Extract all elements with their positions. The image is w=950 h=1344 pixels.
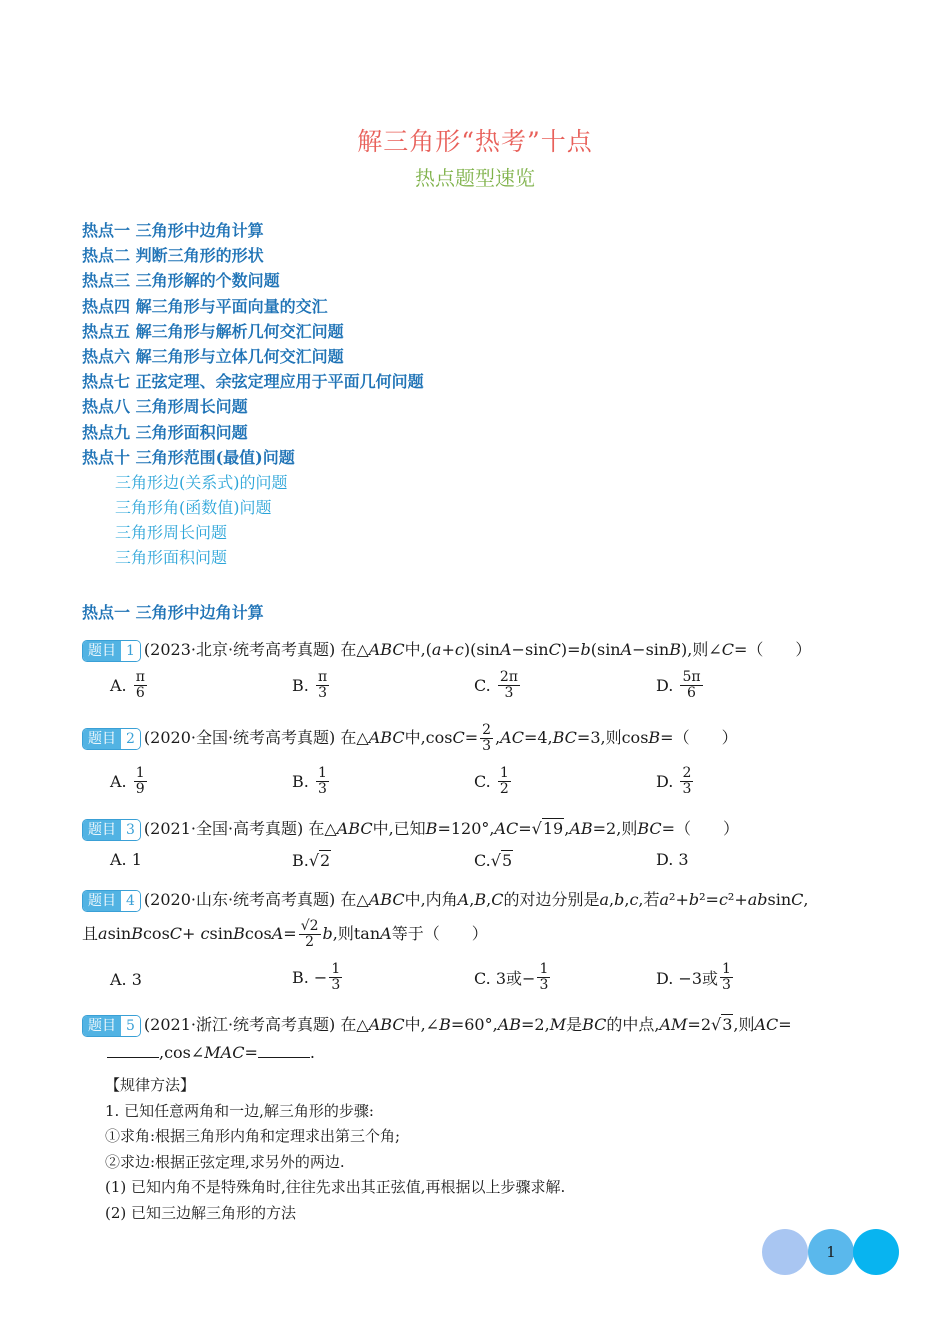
question-5-line-2: ,cos∠MAC= . [107, 1042, 315, 1064]
question-3: 题目 3 (2021·全国·高考真题) 在△ABC中,已知B=120°,AC=√19,AB=2,则BC=（ ） [82, 818, 739, 841]
option-a[interactable]: A. 1 [110, 850, 142, 869]
question-4: 题目 4 (2020·山东·统考高考真题) 在△ABC中,内角A,B,C的对边分别是a,b,c,若a²+b²=c²+absinC, [82, 889, 809, 912]
option-d[interactable]: D. −3或 $\frac{1}{3}$ [656, 961, 731, 993]
toc-subitem[interactable]: 三角形周长问题 [115, 523, 228, 543]
option-c[interactable]: C. $\frac{2\pi}{3}$ [474, 669, 518, 701]
option-b[interactable]: B. $\frac{\pi}{3}$ [292, 669, 328, 701]
answer-blank[interactable] [258, 1043, 310, 1058]
toc-item[interactable]: 热点二 判断三角形的形状 [82, 246, 264, 266]
question-4-line-2: 且asinBcosC+ csinBcosA= $\frac{√2}{2}$ b,则tanA等于（ ） [82, 918, 488, 950]
toc-subitem[interactable]: 三角形角(函数值)问题 [115, 498, 272, 518]
toc-item[interactable]: 热点八 三角形周长问题 [82, 397, 248, 417]
page-number: 1 [808, 1229, 854, 1275]
option-c[interactable]: C. $\frac{1}{2}$ [474, 765, 509, 797]
page-decoration-circle [762, 1229, 808, 1275]
question-1: 题目 1 (2023·北京·统考高考真题) 在△ABC中,(a+c)(sinA−sinC)=b(sinA−sinB),则∠C=（ ） [82, 639, 811, 662]
document-title: 解三角形“热考”十点 [357, 127, 593, 156]
option-a[interactable]: A. $\frac{1}{9}$ [110, 765, 145, 797]
table-of-contents [82, 218, 424, 571]
question-badge: 题目 1 [82, 640, 141, 662]
question-badge: 题目 5 [82, 1015, 141, 1037]
question-source: (2020·山东·统考高考真题) [143, 890, 336, 909]
toc-item[interactable]: 热点七 正弦定理、余弦定理应用于平面几何问题 [82, 372, 424, 392]
option-a[interactable]: A. 3 [110, 970, 142, 989]
question-2: 题目 2 (2020·全国·统考高考真题) 在△ABC中,cosC= $\frac{2}{3}$ ,AC=4,BC=3,则cosB=（ ） [82, 722, 738, 754]
option-b[interactable]: B. $\frac{1}{3}$ [292, 765, 327, 797]
toc-subitem[interactable]: 三角形面积问题 [115, 548, 228, 568]
question-source: (2020·全国·统考高考真题) [143, 728, 336, 747]
option-d[interactable]: D. $\frac{2}{3}$ [656, 765, 692, 797]
option-d[interactable]: D. $\frac{5\pi}{6}$ [656, 669, 701, 701]
method-heading: 【规律方法】 [105, 1076, 196, 1094]
method-line: ②求边:根据正弦定理,求另外的两边. [105, 1152, 345, 1171]
option-b[interactable]: B. − $\frac{1}{3}$ [292, 961, 341, 993]
option-a[interactable]: A. $\frac{\pi}{6}$ [110, 669, 145, 701]
toc-item[interactable]: 热点三 三角形解的个数问题 [82, 271, 280, 291]
option-d[interactable]: D. 3 [656, 850, 689, 869]
question-badge: 题目 3 [82, 819, 141, 841]
question-badge: 题目 2 [82, 728, 141, 750]
method-section [105, 1073, 565, 1226]
method-line: 1. 已知任意两角和一边,解三角形的步骤: [105, 1101, 374, 1120]
section-heading: 热点一 三角形中边角计算 [82, 603, 264, 622]
toc-item[interactable]: 热点五 解三角形与解析几何交汇问题 [82, 321, 344, 341]
question-badge: 题目 4 [82, 890, 141, 912]
document-subtitle: 热点题型速览 [415, 166, 535, 190]
question-5: 题目 5 (2021·浙江·统考高考真题) 在△ABC中,∠B=60°,AB=2,M是BC的中点,AM=2√3,则AC= [82, 1014, 792, 1037]
answer-blank[interactable] [107, 1043, 159, 1058]
question-source: (2023·北京·统考高考真题) [143, 640, 336, 659]
toc-item[interactable]: 热点一 三角形中边角计算 [82, 221, 264, 240]
toc-item[interactable]: 热点六 解三角形与立体几何交汇问题 [82, 346, 344, 366]
option-c[interactable]: C. 3或− $\frac{1}{3}$ [474, 961, 549, 993]
page-decoration-circle [853, 1229, 899, 1275]
method-line: (2) 已知三边解三角形的方法 [105, 1203, 297, 1222]
method-line: (1) 已知内角不是特殊角时,往往先求出其正弦值,再根据以上步骤求解. [105, 1178, 566, 1196]
toc-item[interactable]: 热点十 三角形范围(最值)问题 [82, 447, 295, 467]
option-c[interactable]: C. √ 5 [474, 850, 513, 870]
toc-item[interactable]: 热点九 三角形面积问题 [82, 422, 248, 442]
method-line: ①求角:根据三角形内角和定理求出第三个角; [105, 1127, 401, 1145]
toc-item[interactable]: 热点四 解三角形与平面向量的交汇 [82, 296, 328, 316]
toc-subitem[interactable]: 三角形边(关系式)的问题 [115, 472, 288, 492]
question-source: (2021·全国·高考真题) [143, 819, 304, 838]
question-source: (2021·浙江·统考高考真题) [143, 1015, 336, 1034]
option-b[interactable]: B. √ 2 [292, 850, 331, 870]
